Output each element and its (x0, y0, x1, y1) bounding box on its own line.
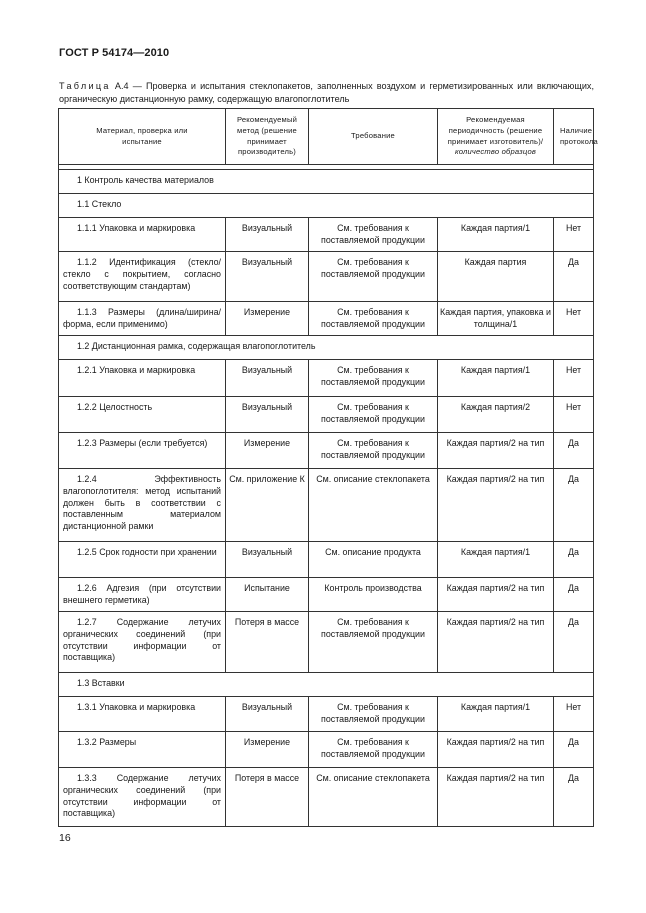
cell-method: Визуальный (226, 397, 309, 433)
cell-method: Измерение (226, 433, 309, 469)
section-title: 1.1 Стекло (59, 194, 594, 218)
cell-requirement: Контроль производства (309, 578, 438, 612)
section-row (59, 170, 594, 194)
section-title: 1.2 Дистанционная рамка, содержащая влагопоглотитель (59, 336, 594, 360)
page-number: 16 (59, 832, 71, 844)
document-header: ГОСТ Р 54174—2010 (59, 47, 170, 59)
row-name-text: 1.2.3 Размеры (если требуется) (77, 438, 208, 448)
cell-method: Измерение (226, 732, 309, 768)
header-requirement: Требование (309, 109, 438, 165)
table-row (59, 578, 594, 612)
row-name-text: 1.2.5 Срок годности при хранении (77, 547, 217, 557)
cell-protocol: Да (554, 612, 594, 673)
cell-frequency: Каждая партия/1 (438, 360, 554, 397)
cell-method: Визуальный (226, 360, 309, 397)
cell-name (59, 360, 226, 397)
table-row (59, 469, 594, 542)
cell-frequency: Каждая партия/1 (438, 542, 554, 578)
cell-frequency: Каждая партия/2 на тип (438, 578, 554, 612)
header-method: Рекомендуемый метод (решение принимает производитель) (226, 109, 309, 165)
header-frequency (438, 109, 554, 165)
section-row (59, 336, 594, 360)
cell-frequency: Каждая партия (438, 252, 554, 302)
cell-name (59, 578, 226, 612)
cell-name (59, 218, 226, 252)
table-header-row (59, 109, 594, 165)
cell-protocol: Да (554, 433, 594, 469)
cell-frequency: Каждая партия, упаковка и толщина/1 (438, 302, 554, 336)
cell-requirement: См. требования к поставляемой продукции (309, 397, 438, 433)
table-row (59, 542, 594, 578)
table-row (59, 768, 594, 827)
cell-method: Визуальный (226, 252, 309, 302)
row-name-text: 1.2.6 Адгезия (при отсутствии внешнего герметика) (63, 583, 221, 605)
table-row (59, 218, 594, 252)
caption-text: — Проверка и испытания стеклопакетов, заполненных воздухом и герметизированных или включающих, органическую дистанционную рамку, содержащую влагопоглотитель (59, 81, 595, 104)
cell-protocol: Да (554, 252, 594, 302)
cell-protocol: Да (554, 578, 594, 612)
cell-name (59, 302, 226, 336)
cell-requirement: См. требования к поставляемой продукции (309, 302, 438, 336)
table-row (59, 697, 594, 732)
inspection-table (58, 108, 598, 827)
row-name-text: 1.1.3 Размеры (длина/ширина/форма, если применимо) (63, 307, 221, 329)
header-material: Материал, проверка или испытание (59, 109, 226, 165)
cell-name (59, 252, 226, 302)
cell-name (59, 433, 226, 469)
cell-requirement: См. требования к поставляемой продукции (309, 252, 438, 302)
cell-name (59, 612, 226, 673)
row-name-text: 1.3.3 Содержание летучих органических соединений (при отсутствии информации от поставщика) (63, 773, 221, 819)
cell-protocol: Нет (554, 302, 594, 336)
table-row (59, 252, 594, 302)
cell-protocol: Да (554, 732, 594, 768)
header-frequency-samples: количество образцов (454, 147, 537, 157)
cell-method: Визуальный (226, 218, 309, 252)
section-title: 1 Контроль качества материалов (59, 170, 594, 194)
cell-frequency: Каждая партия/2 на тип (438, 433, 554, 469)
cell-requirement: См. требования к поставляемой продукции (309, 612, 438, 673)
row-name-text: 1.2.2 Целостность (77, 402, 153, 412)
cell-frequency: Каждая партия/1 (438, 218, 554, 252)
cell-name (59, 697, 226, 732)
cell-protocol: Да (554, 768, 594, 827)
row-name-text: 1.2.7 Содержание летучих органических соединений (при отсутствии информации от поставщика) (63, 617, 221, 663)
cell-requirement: См. требования к поставляемой продукции (309, 218, 438, 252)
cell-frequency: Каждая партия/2 (438, 397, 554, 433)
row-name-text: 1.3.2 Размеры (77, 737, 137, 747)
table-row (59, 360, 594, 397)
cell-requirement: См. требования к поставляемой продукции (309, 697, 438, 732)
cell-name (59, 542, 226, 578)
cell-name (59, 732, 226, 768)
cell-frequency: Каждая партия/2 на тип (438, 732, 554, 768)
cell-frequency: Каждая партия/2 на тип (438, 469, 554, 542)
cell-requirement: См. требования к поставляемой продукции (309, 433, 438, 469)
row-name-text: 1.2.4 Эффективность влагопоглотителя: метод испытаний должен быть в соответствии с поставленным материалом дистанционной рамки (63, 474, 221, 532)
cell-method: Измерение (226, 302, 309, 336)
row-name-text: 1.2.1 Упаковка и маркировка (77, 365, 196, 375)
cell-protocol: Да (554, 542, 594, 578)
cell-protocol: Нет (554, 218, 594, 252)
caption-number: А.4 (114, 81, 129, 91)
cell-name (59, 469, 226, 542)
table-caption (59, 80, 594, 106)
cell-frequency: Каждая партия/1 (438, 697, 554, 732)
cell-protocol: Нет (554, 360, 594, 397)
cell-requirement: См. требования к поставляемой продукции (309, 732, 438, 768)
cell-protocol: Нет (554, 697, 594, 732)
cell-method: Потеря в массе (226, 768, 309, 827)
caption-label: Таблица (59, 81, 111, 91)
section-row (59, 194, 594, 218)
cell-protocol: Нет (554, 397, 594, 433)
table-row (59, 397, 594, 433)
cell-protocol: Да (554, 469, 594, 542)
section-row (59, 673, 594, 697)
cell-method: Визуальный (226, 697, 309, 732)
cell-requirement: См. описание стеклопакета (309, 469, 438, 542)
row-name-text: 1.3.1 Упаковка и маркировка (77, 702, 196, 712)
table-row (59, 732, 594, 768)
cell-frequency: Каждая партия/2 на тип (438, 612, 554, 673)
cell-method: Визуальный (226, 542, 309, 578)
cell-method: См. приложение К (226, 469, 309, 542)
header-protocol: Наличие протокола (554, 109, 594, 165)
cell-name (59, 768, 226, 827)
cell-method: Испытание (226, 578, 309, 612)
table-row (59, 302, 594, 336)
cell-name (59, 397, 226, 433)
cell-requirement: См. описание стеклопакета (309, 768, 438, 827)
table-row (59, 612, 594, 673)
section-title: 1.3 Вставки (59, 673, 594, 697)
cell-requirement: См. описание продукта (309, 542, 438, 578)
cell-frequency: Каждая партия/2 на тип (438, 768, 554, 827)
cell-method: Потеря в массе (226, 612, 309, 673)
cell-requirement: См. требования к поставляемой продукции (309, 360, 438, 397)
header-frequency-main: Рекомендуемая периодичность (решение принимает изготовитель)/ (447, 115, 544, 146)
table-row (59, 433, 594, 469)
row-name-text: 1.1.1 Упаковка и маркировка (77, 223, 196, 233)
row-name-text: 1.1.2 Идентификация (стекло/стекло с покрытием, согласно соответствующим стандартам) (63, 257, 221, 291)
